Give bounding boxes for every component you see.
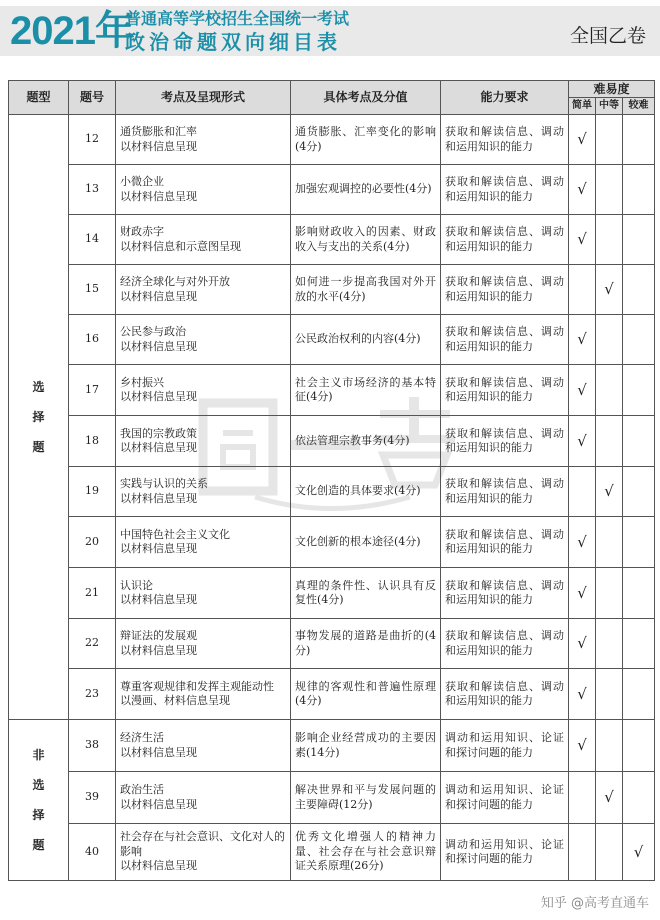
topic-name: 通货膨胀和汇率 [120, 125, 197, 138]
topic-cell [116, 416, 291, 467]
ability-requirement: 获取和解读信息、调动和运用知识的能力 [441, 416, 569, 467]
difficulty-hard-cell [623, 824, 655, 881]
header-detail: 具体考点及分值 [291, 81, 441, 115]
header-subtitle-exam: 普通高等学校招生全国统一考试 [125, 9, 350, 28]
question-number: 16 [69, 315, 116, 365]
presentation-form: 以材料信息呈现 [120, 593, 197, 606]
presentation-form: 以材料信息呈现 [120, 289, 197, 303]
topic-cell [116, 669, 291, 720]
difficulty-easy-cell [569, 772, 596, 824]
difficulty-medium-cell [596, 215, 623, 265]
ability-requirement: 获取和解读信息、调动和运用知识的能力 [441, 467, 569, 517]
difficulty-medium-cell [596, 416, 623, 467]
detail-point: 影响企业经营成功的主要因素(14分) [291, 720, 441, 772]
difficulty-easy-cell [569, 669, 596, 720]
ability-requirement: 获取和解读信息、调动和运用知识的能力 [441, 517, 569, 568]
difficulty-medium-cell [596, 619, 623, 669]
difficulty-hard-cell [623, 619, 655, 669]
difficulty-easy-cell [569, 720, 596, 772]
topic-cell [116, 215, 291, 265]
detail-point: 社会主义市场经济的基本特征(4分) [291, 365, 441, 416]
difficulty-hard-cell [623, 416, 655, 467]
topic-name: 小微企业 [120, 175, 164, 188]
question-type-cell [9, 115, 69, 720]
question-number: 18 [69, 416, 116, 467]
detail-point: 通货膨胀、汇率变化的影响(4分) [291, 115, 441, 165]
difficulty-hard-cell [623, 772, 655, 824]
page-header [0, 0, 660, 62]
topic-cell [116, 467, 291, 517]
difficulty-easy-cell [569, 115, 596, 165]
check-mark-icon: √ [577, 180, 587, 199]
difficulty-easy-cell [569, 619, 596, 669]
detail-point: 如何进一步提高我国对外开放的水平(4分) [291, 265, 441, 315]
difficulty-hard-cell [623, 265, 655, 315]
ability-requirement: 获取和解读信息、调动和运用知识的能力 [441, 215, 569, 265]
detail-point: 解决世界和平与发展问题的主要障碍(12分) [291, 772, 441, 824]
topic-name: 经济全球化与对外开放 [120, 275, 230, 288]
topic-name: 经济生活 [120, 731, 164, 744]
ability-requirement: 调动和运用知识、论证和探讨问题的能力 [441, 824, 569, 881]
detail-point: 公民政治权利的内容(4分) [291, 315, 441, 365]
difficulty-medium-cell [596, 165, 623, 215]
header-medium: 中等 [596, 98, 623, 115]
topic-cell [116, 517, 291, 568]
presentation-form: 以材料信息呈现 [120, 441, 197, 454]
topic-name: 财政赤字 [120, 225, 164, 238]
difficulty-medium-cell [596, 517, 623, 568]
topic-name: 认识论 [120, 578, 153, 592]
ability-requirement: 调动和运用知识、论证和探讨问题的能力 [441, 772, 569, 824]
topic-name: 乡村振兴 [120, 375, 164, 389]
header-ability: 能力要求 [441, 81, 569, 115]
presentation-form: 以材料信息呈现 [120, 139, 197, 153]
detail-point: 文化创新的根本途径(4分) [291, 517, 441, 568]
question-number: 20 [69, 517, 116, 568]
table-row [9, 467, 655, 517]
ability-requirement: 获取和解读信息、调动和运用知识的能力 [441, 165, 569, 215]
difficulty-easy-cell [569, 467, 596, 517]
question-type-label: 选择题 [32, 380, 45, 454]
check-mark-icon: √ [577, 634, 587, 653]
topic-cell [116, 619, 291, 669]
detail-point: 依法管理宗教事务(4分) [291, 416, 441, 467]
header-hard: 较难 [623, 98, 655, 115]
difficulty-hard-cell [623, 215, 655, 265]
table-row [9, 265, 655, 315]
difficulty-hard-cell [623, 115, 655, 165]
difficulty-hard-cell [623, 165, 655, 215]
table-row [9, 568, 655, 619]
check-mark-icon: √ [577, 532, 587, 551]
topic-cell [116, 165, 291, 215]
difficulty-easy-cell [569, 365, 596, 416]
ability-requirement: 获取和解读信息、调动和运用知识的能力 [441, 265, 569, 315]
presentation-form: 以材料信息呈现 [120, 390, 197, 403]
table-row [9, 772, 655, 824]
topic-name: 公民参与政治 [120, 325, 186, 338]
presentation-form: 以材料信息呈现 [120, 797, 197, 811]
check-mark-icon: √ [577, 736, 587, 755]
topic-cell [116, 824, 291, 881]
detail-point: 优秀文化增强人的精神力量、社会存在与社会意识辩证关系原理(26分) [291, 824, 441, 881]
presentation-form: 以材料信息呈现 [120, 745, 197, 759]
ability-requirement: 获取和解读信息、调动和运用知识的能力 [441, 619, 569, 669]
table-row [9, 165, 655, 215]
detail-point: 文化创造的具体要求(4分) [291, 467, 441, 517]
check-mark-icon: √ [604, 788, 614, 807]
difficulty-easy-cell [569, 517, 596, 568]
source-credit: 知乎 @高考直通车 [538, 891, 652, 912]
difficulty-medium-cell [596, 265, 623, 315]
question-number: 12 [69, 115, 116, 165]
question-number: 23 [69, 669, 116, 720]
question-number: 22 [69, 619, 116, 669]
question-number: 13 [69, 165, 116, 215]
check-mark-icon: √ [604, 482, 614, 501]
header-number: 题号 [69, 81, 116, 115]
question-type-label: 非选择题 [32, 748, 45, 852]
detail-point: 加强宏观调控的必要性(4分) [291, 165, 441, 215]
header-topic: 考点及呈现形式 [116, 81, 291, 115]
table-row [9, 416, 655, 467]
difficulty-medium-cell [596, 365, 623, 416]
difficulty-hard-cell [623, 568, 655, 619]
header-easy: 简单 [569, 98, 596, 115]
topic-name: 实践与认识的关系 [120, 477, 208, 490]
detail-point: 事物发展的道路是曲折的(4分) [291, 619, 441, 669]
check-mark-icon: √ [577, 380, 587, 399]
table-row [9, 215, 655, 265]
presentation-form: 以材料信息呈现 [120, 643, 197, 657]
presentation-form: 以材料信息呈现 [120, 339, 197, 353]
question-number: 21 [69, 568, 116, 619]
detail-point: 影响财政收入的因素、财政收入与支出的关系(4分) [291, 215, 441, 265]
question-number: 15 [69, 265, 116, 315]
header-year: 2021年 [10, 9, 134, 53]
specification-table [8, 80, 655, 881]
check-mark-icon: √ [577, 330, 587, 349]
difficulty-hard-cell [623, 467, 655, 517]
difficulty-medium-cell [596, 315, 623, 365]
difficulty-medium-cell [596, 467, 623, 517]
difficulty-easy-cell [569, 824, 596, 881]
topic-cell [116, 365, 291, 416]
header-difficulty: 难易度 [569, 81, 655, 98]
table-row [9, 619, 655, 669]
topic-cell [116, 568, 291, 619]
table-row [9, 115, 655, 165]
ability-requirement: 获取和解读信息、调动和运用知识的能力 [441, 568, 569, 619]
difficulty-easy-cell [569, 568, 596, 619]
check-mark-icon: √ [577, 431, 587, 450]
ability-requirement: 调动和运用知识、论证和探讨问题的能力 [441, 720, 569, 772]
topic-cell [116, 772, 291, 824]
difficulty-medium-cell [596, 568, 623, 619]
topic-name: 我国的宗教政策 [120, 426, 197, 440]
difficulty-easy-cell [569, 416, 596, 467]
difficulty-easy-cell [569, 215, 596, 265]
topic-cell [116, 720, 291, 772]
difficulty-easy-cell [569, 315, 596, 365]
header-region: 全国乙卷 [569, 25, 646, 47]
difficulty-hard-cell [623, 517, 655, 568]
difficulty-medium-cell [596, 824, 623, 881]
detail-point: 真理的条件性、认识具有反复性(4分) [291, 568, 441, 619]
difficulty-medium-cell [596, 669, 623, 720]
table-row [9, 824, 655, 881]
difficulty-medium-cell [596, 772, 623, 824]
presentation-form: 以材料信息呈现 [120, 189, 197, 203]
difficulty-hard-cell [623, 720, 655, 772]
difficulty-hard-cell [623, 315, 655, 365]
header-type: 题型 [9, 81, 69, 115]
topic-cell [116, 115, 291, 165]
table-row [9, 720, 655, 772]
check-mark-icon: √ [604, 280, 614, 299]
table-body [9, 115, 655, 881]
question-number: 38 [69, 720, 116, 772]
check-mark-icon: √ [633, 842, 644, 861]
presentation-form: 以材料信息呈现 [120, 491, 197, 505]
detail-point: 规律的客观性和普遍性原理(4分) [291, 669, 441, 720]
topic-cell [116, 315, 291, 365]
check-mark-icon: √ [577, 130, 587, 149]
question-number: 40 [69, 824, 116, 881]
table-row [9, 365, 655, 416]
check-mark-icon: √ [577, 684, 587, 703]
difficulty-easy-cell [569, 265, 596, 315]
ability-requirement: 获取和解读信息、调动和运用知识的能力 [441, 669, 569, 720]
question-number: 19 [69, 467, 116, 517]
check-mark-icon: √ [577, 230, 587, 249]
question-type-cell [9, 720, 69, 881]
presentation-form: 以材料信息和示意图呈现 [120, 239, 241, 253]
topic-name: 中国特色社会主义文化 [120, 527, 230, 541]
topic-cell [116, 265, 291, 315]
table-row [9, 315, 655, 365]
difficulty-medium-cell [596, 720, 623, 772]
question-number: 14 [69, 215, 116, 265]
table-row [9, 669, 655, 720]
ability-requirement: 获取和解读信息、调动和运用知识的能力 [441, 115, 569, 165]
topic-name: 尊重客观规律和发挥主观能动性 [120, 679, 274, 693]
topic-name: 辩证法的发展观 [120, 629, 197, 642]
topic-name: 社会存在与社会意识、文化对人的影响 [120, 830, 285, 858]
difficulty-hard-cell [623, 365, 655, 416]
topic-name: 政治生活 [120, 783, 164, 796]
presentation-form: 以材料信息呈现 [120, 542, 197, 555]
presentation-form: 以漫画、材料信息呈现 [120, 694, 230, 707]
check-mark-icon: √ [577, 583, 587, 602]
difficulty-hard-cell [623, 669, 655, 720]
ability-requirement: 获取和解读信息、调动和运用知识的能力 [441, 315, 569, 365]
header-subtitle-table: 政治命题双向细目表 [125, 30, 341, 54]
difficulty-medium-cell [596, 115, 623, 165]
presentation-form: 以材料信息呈现 [120, 859, 197, 873]
table-row [9, 517, 655, 568]
ability-requirement: 获取和解读信息、调动和运用知识的能力 [441, 365, 569, 416]
question-number: 39 [69, 772, 116, 824]
difficulty-easy-cell [569, 165, 596, 215]
question-number: 17 [69, 365, 116, 416]
